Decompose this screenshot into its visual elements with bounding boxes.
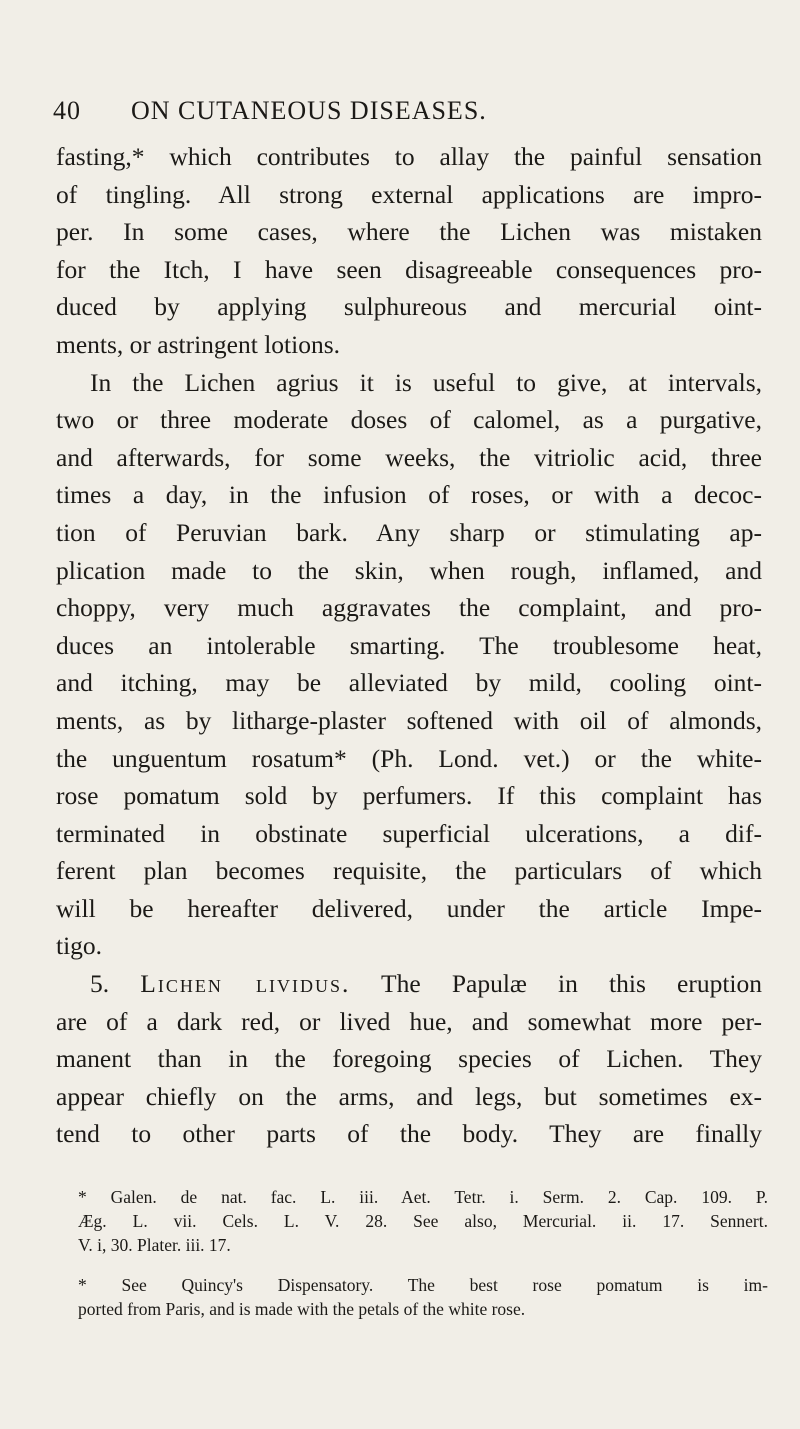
footnote-line: Æg. L. vii. Cels. L. V. 28. See also, Mercurial. ii. 17. Sennert. — [78, 1211, 768, 1231]
text-line: of tingling. All strong external applications are impro- — [56, 179, 762, 209]
footnote-galen — [78, 1185, 768, 1257]
text-line: tend to other parts of the body. They are finally — [56, 1119, 762, 1149]
text-line: for the Itch, I have seen disagreeable consequences pro- — [56, 254, 762, 284]
running-header — [53, 96, 753, 126]
text-line: rose pomatum sold by perfumers. If this complaint has — [56, 781, 762, 811]
text-line: fasting,* which contributes to allay the painful sensation — [56, 142, 762, 171]
text-line: ments, or astringent lotions. — [56, 329, 341, 359]
footnote-quincy — [78, 1273, 768, 1321]
text-line: tigo. — [56, 931, 103, 961]
text-line: manent than in the foregoing species of Lichen. They — [56, 1044, 762, 1074]
text-line: will be hereafter delivered, under the article Impe- — [56, 893, 762, 923]
text-line: and itching, may be alleviated by mild, cooling oint- — [56, 668, 762, 698]
text-line: the unguentum rosatum* (Ph. Lond. vet.) or the white- — [56, 743, 762, 773]
text-line: ferent plan becomes requisite, the particulars of which — [56, 856, 762, 886]
section-number: 5. — [90, 969, 110, 999]
text-line: plication made to the skin, when rough, inflamed, and — [56, 555, 762, 585]
footnote-line: * Galen. de nat. fac. L. iii. Aet. Tetr. i. Serm. 2. Cap. 109. P. — [78, 1187, 768, 1207]
text-line: duces an intolerable smarting. The troublesome heat, — [56, 630, 762, 660]
text-line: choppy, very much aggravates the complaint, and pro- — [56, 593, 762, 623]
text-line: per. In some cases, where the Lichen was mistaken — [56, 217, 762, 247]
text-line: terminated in obstinate superficial ulcerations, a dif- — [56, 818, 762, 848]
text-line: are of a dark red, or lived hue, and somewhat more per- — [56, 1006, 762, 1036]
text-line: tion of Peruvian bark. Any sharp or stimulating ap- — [56, 517, 762, 547]
page-number: 40 — [53, 96, 81, 125]
text-line: appear chiefly on the arms, and legs, but sometimes ex- — [56, 1081, 762, 1111]
section-heading: Lichen lividus. — [140, 969, 351, 999]
text-line: and afterwards, for some weeks, the vitriolic acid, three — [56, 442, 762, 472]
text-line: duced by applying sulphureous and mercurial oint- — [56, 292, 762, 322]
footnote-line: * See Quincy's Dispensatory. The best rose pomatum is im- — [78, 1275, 768, 1295]
text-line: ments, as by litharge-plaster softened with oil of almonds, — [56, 705, 762, 735]
running-title: ON CUTANEOUS DISEASES. — [131, 96, 487, 125]
text-line: In the Lichen agrius it is useful to give, at intervals, — [90, 367, 762, 397]
footnote-line: ported from Paris, and is made with the petals of the white rose. — [78, 1299, 526, 1319]
text-line: two or three moderate doses of calomel, as a purgative, — [56, 405, 762, 435]
section-heading-line — [56, 965, 762, 1003]
footnote-line: V. i, 30. Plater. iii. 17. — [78, 1235, 231, 1255]
main-text — [56, 138, 762, 1153]
section-text: The Papulæ in this eruption — [381, 969, 762, 999]
text-line: times a day, in the infusion of roses, or with a decoc- — [56, 480, 762, 510]
